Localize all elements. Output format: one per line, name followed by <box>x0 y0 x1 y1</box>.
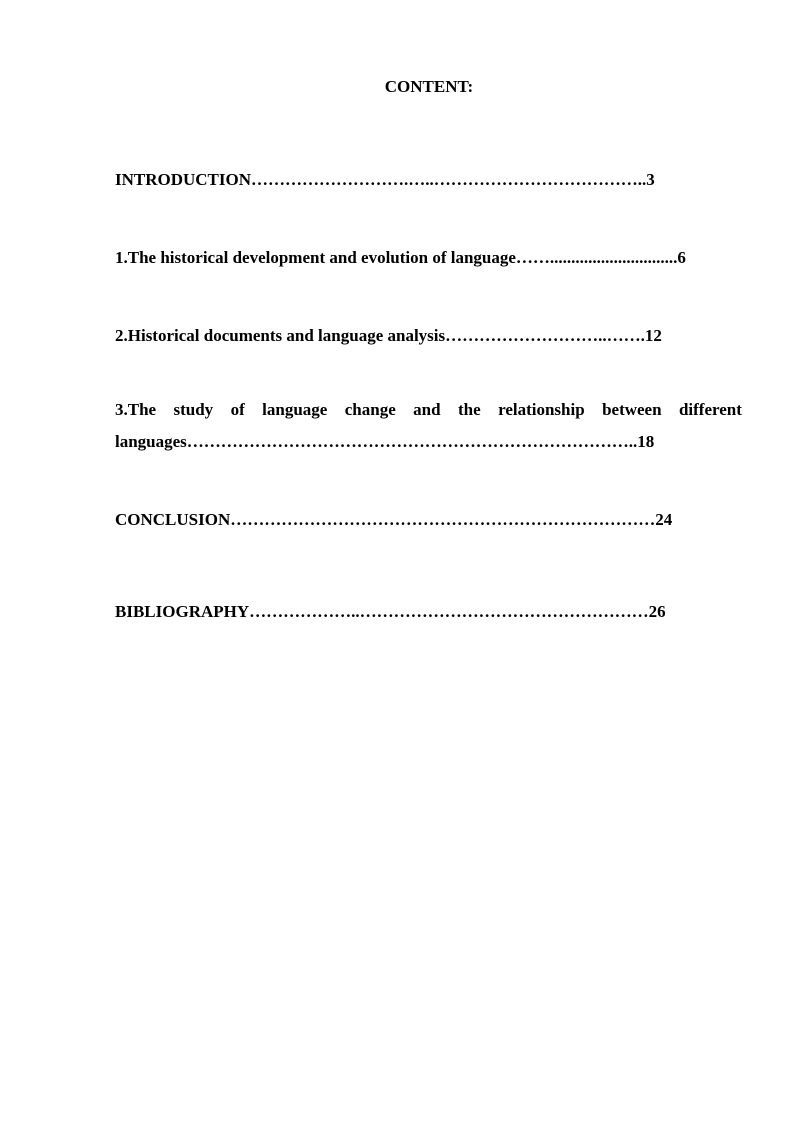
toc-word: relationship <box>498 400 585 419</box>
toc-entry-conclusion: CONCLUSION…………………………………………………………………24 <box>115 510 673 529</box>
toc-word: of <box>230 400 245 419</box>
toc-word: language <box>262 400 328 419</box>
toc-word: different <box>678 400 742 419</box>
toc-word: between <box>602 400 662 419</box>
toc-word: study <box>173 400 214 419</box>
toc-word: the <box>458 400 481 419</box>
toc-word: and <box>413 400 441 419</box>
toc-entry-bibliography: BIBLIOGRAPHY………………..……………………………………………26 <box>115 602 666 621</box>
toc-entry-chapter-2: 2.Historical documents and language analysis………………………..…….12 <box>115 326 662 345</box>
toc-word: 3.The <box>115 400 157 419</box>
toc-word: change <box>344 400 396 419</box>
toc-entry-chapter-3-line-2: languages……………………………………………………………………..18 <box>115 432 655 451</box>
toc-entry-chapter-3-line-1 <box>115 399 742 421</box>
page-title: CONTENT: <box>384 77 474 96</box>
toc-entry-introduction: INTRODUCTION……………………….…..………………………………..3 <box>115 170 655 189</box>
toc-entry-chapter-1: 1.The historical development and evolution of language……..............................6 <box>115 248 686 267</box>
